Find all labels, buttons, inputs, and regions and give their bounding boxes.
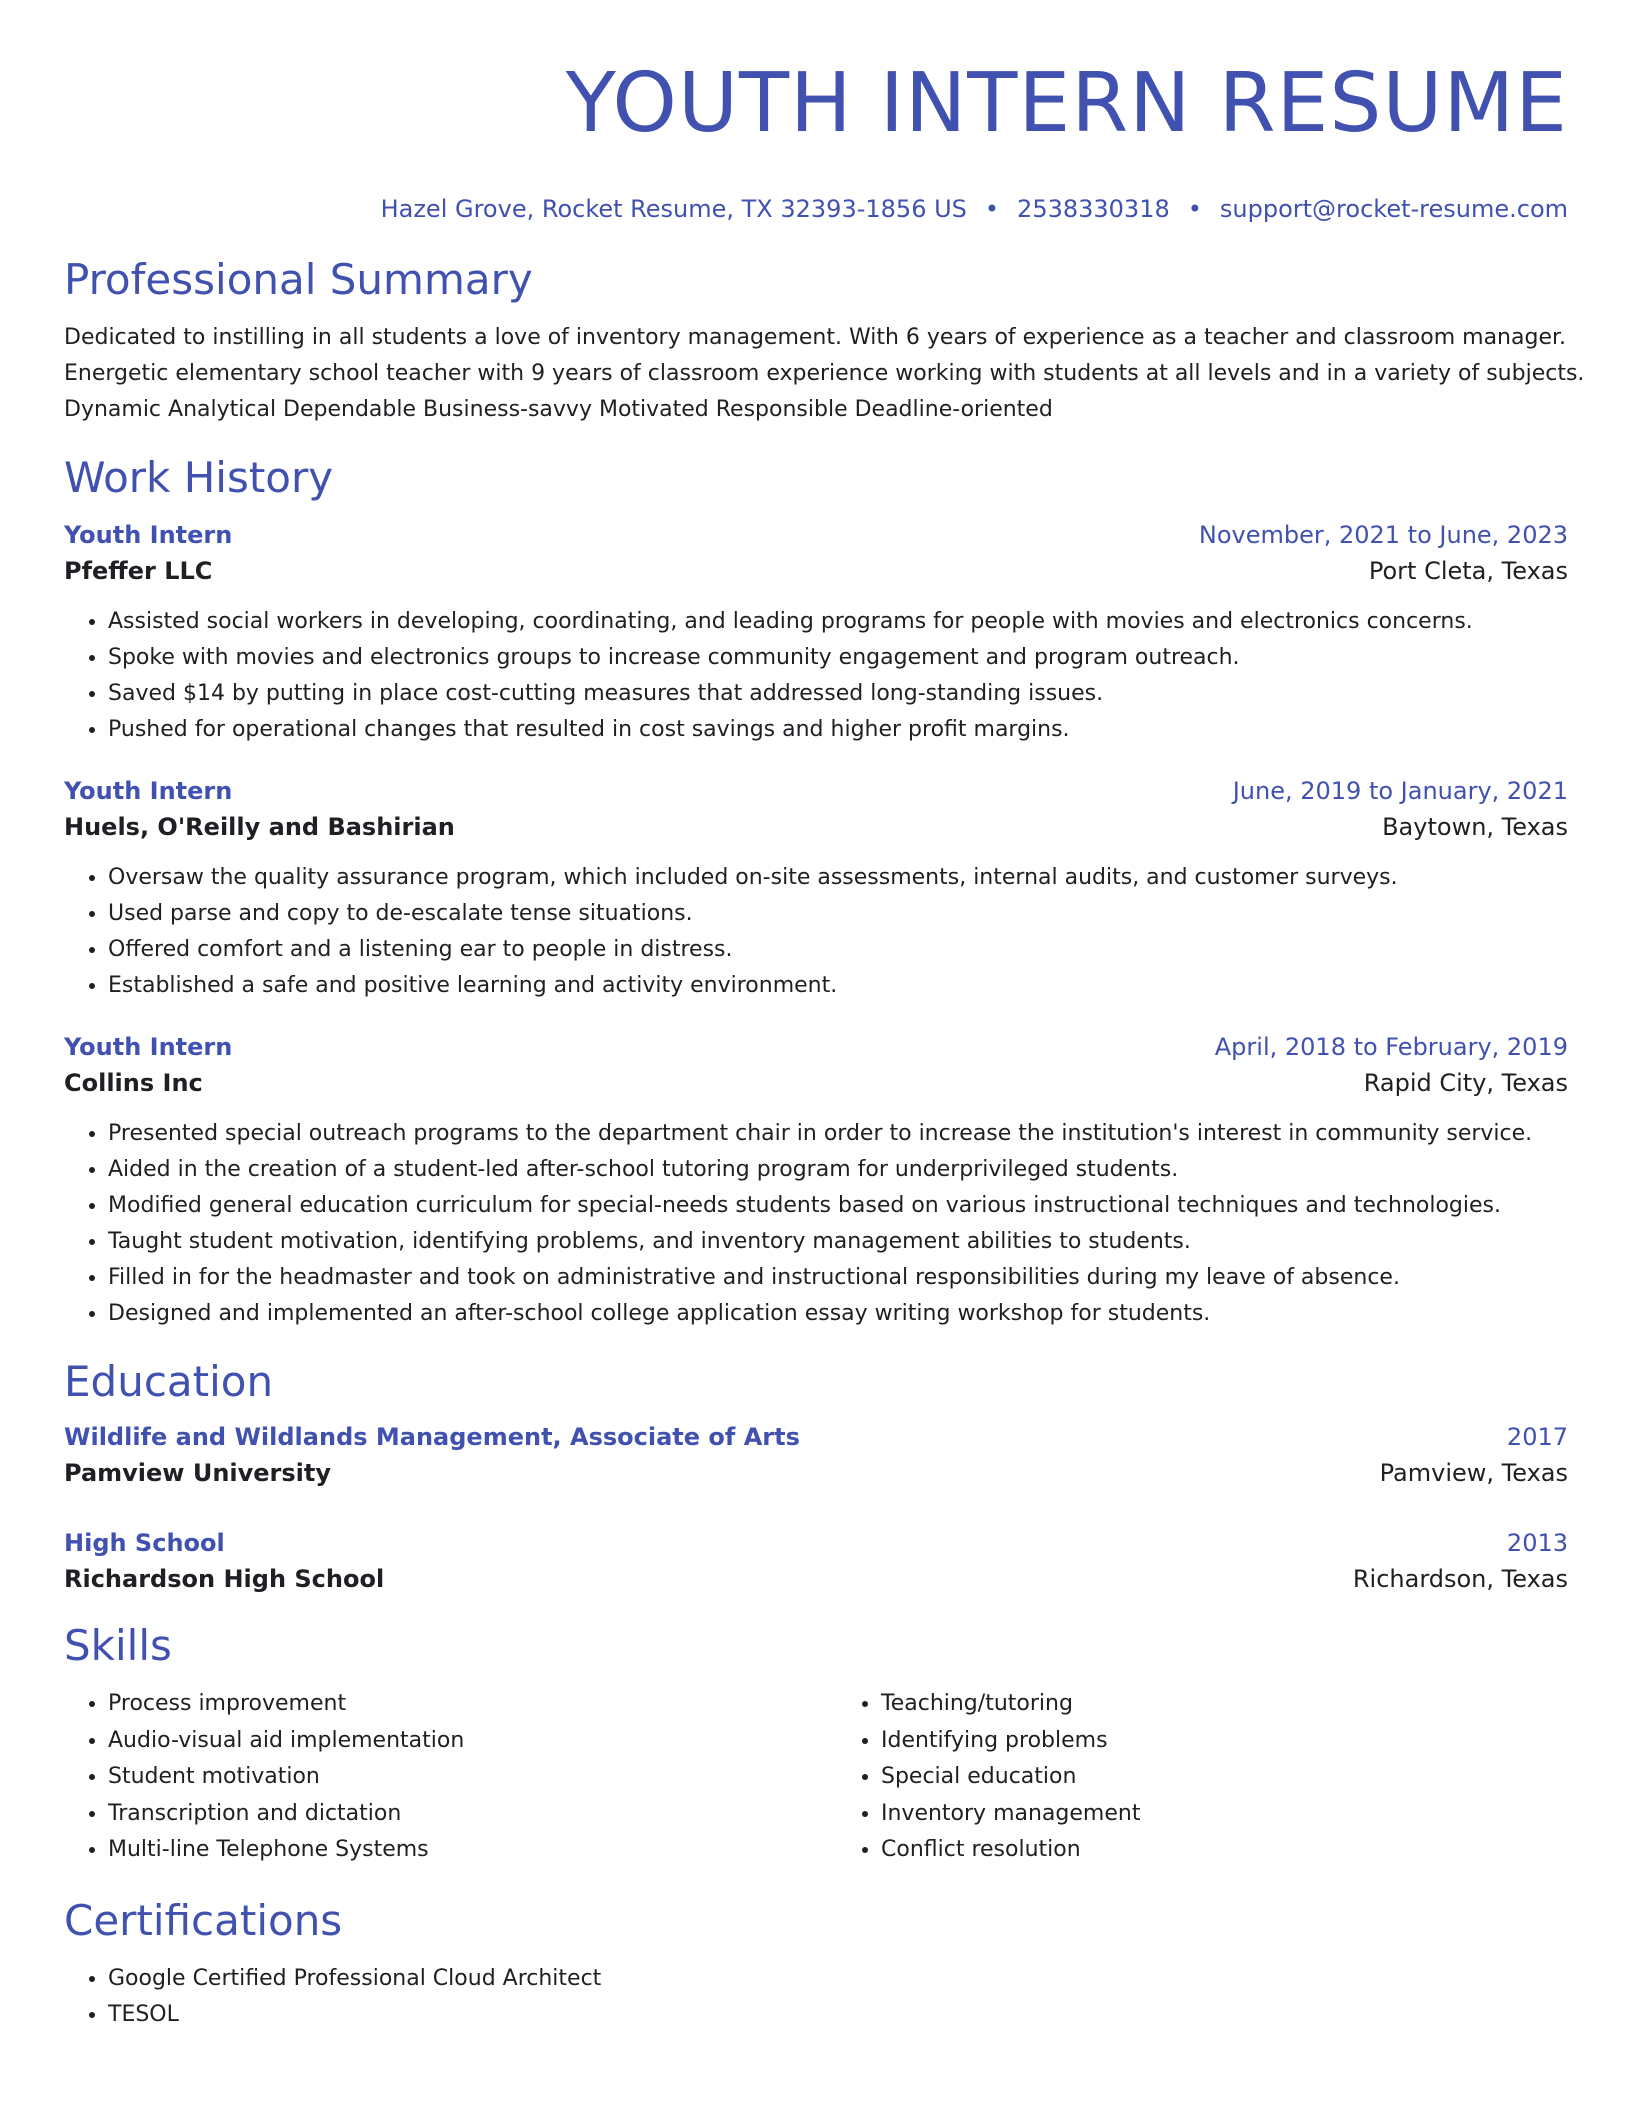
education-degree: Wildlife and Wildlands Management, Associate of Arts xyxy=(64,1423,800,1451)
job-header-row xyxy=(64,774,1568,808)
job-bullet: • Offered comfort and a listening ear to people in distress. xyxy=(108,932,1568,968)
skill-item: • Multi-line Telephone Systems xyxy=(108,1832,795,1869)
certification-item: • TESOL xyxy=(108,1997,1568,2033)
job-bullets xyxy=(64,860,1568,1004)
skill-item: • Inventory management xyxy=(881,1796,1568,1833)
job-company: Pfeffer LLC xyxy=(64,557,213,585)
job-entry xyxy=(64,774,1568,1004)
skill-item: • Process improvement xyxy=(108,1686,795,1723)
job-bullet: • Assisted social workers in developing, coordinating, and leading programs for people with movies and electronics concerns. xyxy=(108,604,1568,640)
education-degree: High School xyxy=(64,1529,225,1557)
job-location: Port Cleta, Texas xyxy=(1368,557,1568,585)
job-bullet: • Modified general education curriculum for special-needs students based on various instructional techniques and technologies. xyxy=(108,1188,1568,1224)
resume-page xyxy=(64,0,1585,2033)
job-company: Huels, O'Reilly and Bashirian xyxy=(64,813,455,841)
skills-grid xyxy=(64,1686,1568,1869)
education-year: 2013 xyxy=(1506,1529,1568,1557)
job-bullet: • Taught student motivation, identifying problems, and inventory management abilities to students. xyxy=(108,1224,1568,1260)
contact-separator: • xyxy=(984,195,1000,223)
contact-line xyxy=(64,194,1568,224)
certifications-list xyxy=(64,1961,1568,2033)
job-header-row xyxy=(64,1030,1568,1064)
skill-item: • Student motivation xyxy=(108,1759,795,1796)
job-dates: June, 2019 to January, 2021 xyxy=(1232,777,1568,805)
work-history-heading: Work History xyxy=(64,453,334,502)
job-company: Collins Inc xyxy=(64,1069,203,1097)
job-bullets xyxy=(64,604,1568,748)
skills-heading: Skills xyxy=(64,1621,172,1670)
contact-address: Hazel Grove, Rocket Resume, TX 32393-1856 US xyxy=(380,195,967,223)
education-heading: Education xyxy=(64,1357,274,1406)
job-entry xyxy=(64,1030,1568,1332)
job-bullets xyxy=(64,1116,1568,1332)
job-dates: April, 2018 to February, 2019 xyxy=(1214,1033,1568,1061)
job-org-row xyxy=(64,1064,1568,1102)
job-bullet: • Saved $14 by putting in place cost-cutting measures that addressed long-standing issues. xyxy=(108,676,1568,712)
education-header-row xyxy=(64,1526,1568,1560)
summary-line: Dynamic Analytical Dependable Business-savvy Motivated Responsible Deadline-oriented xyxy=(64,397,1053,422)
job-bullet: • Filled in for the headmaster and took on administrative and instructional responsibilities during my leave of absence. xyxy=(108,1260,1568,1296)
job-entry xyxy=(64,518,1568,748)
education-org-row xyxy=(64,1560,1568,1598)
job-bullet: • Spoke with movies and electronics groups to increase community engagement and program outreach. xyxy=(108,640,1568,676)
skill-item: • Teaching/tutoring xyxy=(881,1686,1568,1723)
contact-separator: • xyxy=(1187,195,1202,223)
job-org-row xyxy=(64,808,1568,846)
education-location: Richardson, Texas xyxy=(1352,1565,1568,1593)
education-header-row xyxy=(64,1420,1568,1454)
skill-item: • Transcription and dictation xyxy=(108,1796,795,1833)
summary-line: Energetic elementary school teacher with 9 years of classroom experience working with students at all levels and in a variety of subjects. xyxy=(64,361,1585,386)
certification-item: • Google Certified Professional Cloud Architect xyxy=(108,1961,1568,1997)
job-location: Baytown, Texas xyxy=(1382,813,1568,841)
job-bullet: • Pushed for operational changes that resulted in cost savings and higher profit margins. xyxy=(108,712,1568,748)
job-location: Rapid City, Texas xyxy=(1363,1069,1568,1097)
education-entry xyxy=(64,1420,1568,1492)
education-entry xyxy=(64,1526,1568,1598)
education-org-row xyxy=(64,1454,1568,1492)
job-org-row xyxy=(64,552,1568,590)
contact-phone: 2538330318 xyxy=(1017,195,1170,223)
education-location: Pamview, Texas xyxy=(1379,1459,1568,1487)
education-school: Richardson High School xyxy=(64,1565,385,1593)
job-bullet: • Established a safe and positive learning and activity environment. xyxy=(108,968,1568,1004)
summary-text xyxy=(64,320,1585,428)
job-title: Youth Intern xyxy=(64,777,233,805)
job-bullet: • Designed and implemented an after-school college application essay writing workshop for students. xyxy=(108,1296,1568,1332)
certifications-heading: Certifications xyxy=(64,1895,343,1945)
job-bullet: • Oversaw the quality assurance program, which included on-site assessments, internal audits, and customer surveys. xyxy=(108,860,1568,896)
skill-item: • Special education xyxy=(881,1759,1568,1796)
summary-line: Dedicated to instilling in all students a love of inventory management. With 6 years of experience as a teacher and classroom manager. xyxy=(64,325,1566,350)
skill-item: • Identifying problems xyxy=(881,1723,1568,1760)
job-title: Youth Intern xyxy=(64,521,233,549)
job-dates: November, 2021 to June, 2023 xyxy=(1198,521,1568,549)
skills-column-left xyxy=(64,1686,795,1869)
summary-heading: Professional Summary xyxy=(64,255,533,304)
job-bullet: • Used parse and copy to de-escalate tense situations. xyxy=(108,896,1568,932)
contact-email[interactable]: support@rocket-resume.com xyxy=(1219,195,1568,223)
skill-item: • Conflict resolution xyxy=(881,1832,1568,1869)
resume-title: YOUTH INTERN RESUME xyxy=(565,56,1568,151)
job-title: Youth Intern xyxy=(64,1033,233,1061)
job-bullet: • Aided in the creation of a student-led after-school tutoring program for underprivileged students. xyxy=(108,1152,1568,1188)
education-school: Pamview University xyxy=(64,1459,332,1487)
skill-item: • Audio-visual aid implementation xyxy=(108,1723,795,1760)
job-bullet: • Presented special outreach programs to the department chair in order to increase the institution's interest in community service. xyxy=(108,1116,1568,1152)
job-header-row xyxy=(64,518,1568,552)
skills-column-right xyxy=(837,1686,1568,1869)
education-year: 2017 xyxy=(1506,1423,1568,1451)
